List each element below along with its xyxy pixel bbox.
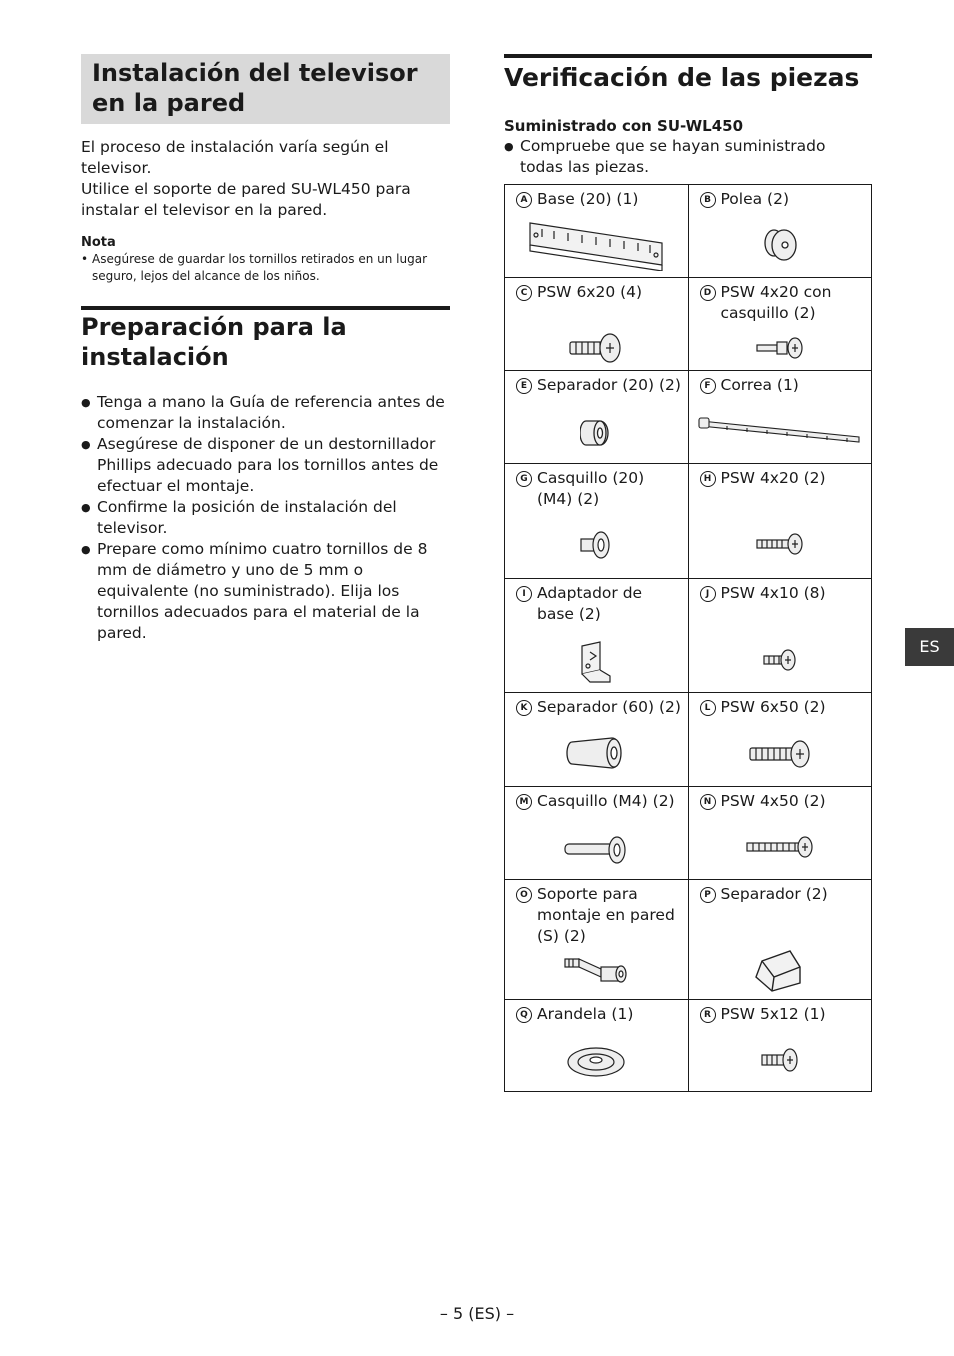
screw-icon xyxy=(505,332,688,364)
part-cell-r xyxy=(688,999,872,1091)
part-letter: K xyxy=(516,700,532,716)
part-letter: H xyxy=(700,471,716,487)
part-label: PSW 5x12 (1) xyxy=(720,1004,826,1023)
part-letter: E xyxy=(516,378,532,394)
parts-instruction xyxy=(504,136,872,178)
screw-icon xyxy=(689,532,872,556)
part-cell-n xyxy=(688,786,872,879)
part-cell-g xyxy=(505,463,689,578)
part-letter: M xyxy=(516,794,532,810)
list-item: ● Prepare como mínimo cuatro tornillos de 8 mm de diámetro y uno de 5 mm o equivalente (no suministrado). Elija los tornillos adecuados para el material de la pared. xyxy=(81,539,450,644)
part-cell-l xyxy=(688,692,872,786)
pulley-icon xyxy=(689,227,872,263)
part-label: Separador (2) xyxy=(720,884,828,903)
part-label: Polea (2) xyxy=(720,189,790,208)
long-spacer-icon xyxy=(505,734,688,772)
short-screw-icon xyxy=(689,1047,872,1073)
part-letter: J xyxy=(700,586,716,602)
part-cell-c xyxy=(505,277,689,370)
part-label: PSW 4x20 con casquillo (2) xyxy=(720,282,832,322)
part-letter: I xyxy=(516,586,532,602)
part-label: Correa (1) xyxy=(720,375,799,394)
left-column xyxy=(81,54,450,644)
part-cell-f xyxy=(688,370,872,463)
right-column xyxy=(504,54,872,1092)
part-cell-a xyxy=(505,184,689,277)
part-letter: P xyxy=(700,887,716,903)
note-title: Nota xyxy=(81,235,116,250)
long-screw-icon xyxy=(689,740,872,768)
list-item: ● Confirme la posición de instalación del televisor. xyxy=(81,497,450,539)
part-label: Arandela (1) xyxy=(537,1004,634,1023)
part-letter: R xyxy=(700,1007,716,1023)
intro-paragraph-2: Utilice el soporte de pared SU-WL450 para instalar el televisor en la pared. xyxy=(81,180,411,219)
block-spacer-icon xyxy=(689,947,872,993)
part-cell-q xyxy=(505,999,689,1091)
washer-icon xyxy=(505,1045,688,1079)
strap-icon xyxy=(689,415,872,445)
part-cell-o xyxy=(505,879,689,999)
language-tab: ES xyxy=(905,628,954,666)
parts-table xyxy=(504,184,872,1092)
base-adapter-icon xyxy=(505,640,688,684)
part-label: PSW 4x10 (8) xyxy=(720,583,826,602)
part-letter: N xyxy=(700,794,716,810)
part-label: PSW 4x20 (2) xyxy=(720,468,826,487)
intro-paragraph-1: El proceso de instalación varía según el televisor. xyxy=(81,138,389,177)
list-item: ● Compruebe que se hayan suministrado todas las piezas. xyxy=(504,136,872,178)
part-cell-h xyxy=(688,463,872,578)
part-cell-b xyxy=(688,184,872,277)
part-cell-j xyxy=(688,578,872,692)
list-item: ● Asegúrese de disponer de un destornillador Phillips adecuado para los tornillos antes de efectuar el montaje. xyxy=(81,434,450,497)
part-label: Base (20) (1) xyxy=(537,189,639,208)
short-screw-icon xyxy=(689,648,872,672)
parts-subtitle: Suministrado con SU-WL450 xyxy=(504,116,744,135)
section-title-parts: Verificación de las piezas xyxy=(504,54,872,95)
part-label: Casquillo (20) (M4) (2) xyxy=(537,468,645,508)
part-letter: L xyxy=(700,700,716,716)
long-screw-icon xyxy=(689,835,872,859)
part-letter: A xyxy=(516,192,532,208)
page-number: – 5 (ES) – xyxy=(439,1304,515,1323)
part-label: Separador (20) (2) xyxy=(537,375,681,394)
part-label: PSW 6x50 (2) xyxy=(720,697,826,716)
part-cell-d xyxy=(688,277,872,370)
part-label: Casquillo (M4) (2) xyxy=(537,791,675,810)
part-label: PSW 6x20 (4) xyxy=(537,282,643,301)
part-letter: C xyxy=(516,285,532,301)
section-title-installation: Instalación del televisor en la pared xyxy=(81,54,450,124)
list-item: ● Tenga a mano la Guía de referencia antes de comenzar la instalación. xyxy=(81,392,450,434)
part-cell-i xyxy=(505,578,689,692)
screw-with-collar-icon xyxy=(689,336,872,360)
part-cell-p xyxy=(688,879,872,999)
part-letter: O xyxy=(516,887,532,903)
wall-bracket-icon xyxy=(505,217,688,271)
part-letter: F xyxy=(700,378,716,394)
part-letter: G xyxy=(516,471,532,487)
part-letter: B xyxy=(700,192,716,208)
spacer-icon xyxy=(505,417,688,449)
preparation-list xyxy=(81,392,450,644)
part-label: Adaptador de base (2) xyxy=(537,583,643,623)
part-letter: D xyxy=(700,285,716,301)
part-label: Soporte para montaje en pared (S) (2) xyxy=(537,884,675,945)
long-collar-icon xyxy=(505,835,688,865)
note-text: • Asegúrese de guardar los tornillos retirados en un lugar seguro, lejos del alcance de los niños. xyxy=(81,251,450,285)
collar-icon xyxy=(505,530,688,560)
part-label: PSW 4x50 (2) xyxy=(720,791,826,810)
part-letter: Q xyxy=(516,1007,532,1023)
section-title-preparation: Preparación para la instalación xyxy=(81,306,450,372)
part-label: Separador (60) (2) xyxy=(537,697,681,716)
part-cell-k xyxy=(505,692,689,786)
part-cell-m xyxy=(505,786,689,879)
wall-mount-support-icon xyxy=(505,955,688,989)
part-cell-e xyxy=(505,370,689,463)
